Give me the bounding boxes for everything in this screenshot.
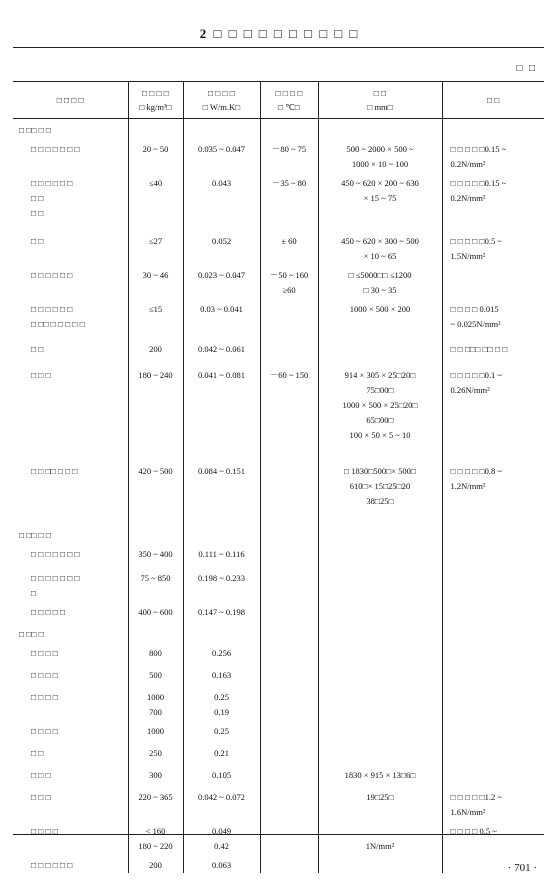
density-cell: 1000 xyxy=(128,720,183,742)
table-row xyxy=(13,172,544,230)
conductivity-cell: 0.25 xyxy=(183,720,260,742)
name-cell: □ □ xyxy=(31,236,44,246)
conductivity-cell: 0.084 ~ 0.151 xyxy=(183,460,260,524)
size-cell xyxy=(318,543,442,567)
density-cell: ≤27 xyxy=(128,230,183,264)
name-cell: □ □ □□ □ □ □ xyxy=(31,466,78,476)
density-cell: ≤15 xyxy=(128,298,183,338)
density-cell: 75 ~ 850 xyxy=(128,567,183,601)
density-cell: 30 ~ 46 xyxy=(128,264,183,298)
remarks-cell xyxy=(442,764,544,786)
table-row xyxy=(13,623,544,642)
conductivity-cell xyxy=(183,119,260,139)
conductivity-cell: 0.25 0.19 xyxy=(183,686,260,720)
size-cell xyxy=(318,601,442,623)
section-heading: 2 □ □ □ □ □ □ □ □ □ □ xyxy=(199,26,360,41)
bottom-rule xyxy=(13,834,544,835)
density-cell: 1000 700 xyxy=(128,686,183,720)
remarks-cell xyxy=(442,264,544,298)
size-cell xyxy=(318,686,442,720)
name-cell: □ □□ □ □ xyxy=(19,125,52,135)
remarks-cell xyxy=(442,543,544,567)
remarks-cell: □ □ □ □ □0.8 ~ 1.2N/mm² xyxy=(442,460,544,524)
table-row xyxy=(13,786,544,820)
temperature-cell xyxy=(260,664,318,686)
remarks-cell: □ □ □□□ □□ □ □ xyxy=(442,338,544,364)
size-cell: 19□25□ xyxy=(318,786,442,820)
table-body xyxy=(13,119,544,874)
density-cell xyxy=(128,623,183,642)
size-cell: 1000 × 500 × 200 xyxy=(318,298,442,338)
name-cell: □ □ □ □ xyxy=(31,648,58,658)
table-row xyxy=(13,364,544,460)
table-header xyxy=(13,82,544,119)
size-cell xyxy=(318,664,442,686)
density-cell: 250 xyxy=(128,742,183,764)
size-cell: 450 ~ 620 × 200 ~ 630 × 15 ~ 75 xyxy=(318,172,442,230)
top-rule xyxy=(13,47,544,48)
table-row xyxy=(13,119,544,139)
table-row xyxy=(13,567,544,601)
header-cell-conductivity: □ □ □ □ □ W/m.K□ xyxy=(183,82,260,119)
size-cell xyxy=(318,642,442,664)
table-row xyxy=(13,264,544,298)
density-cell: 200 xyxy=(128,854,183,873)
name-cell: □ □ □ □ □ □ □ □ xyxy=(31,573,80,598)
remarks-cell: □ □ □ □ □0.15 ~ 0.2N/mm² xyxy=(442,172,544,230)
size-cell: 1830 × 915 × 13□6□ xyxy=(318,764,442,786)
temperature-cell xyxy=(260,460,318,524)
name-cell: □ □ □ □ □ □ □ xyxy=(31,549,80,559)
conductivity-cell: 0.043 xyxy=(183,172,260,230)
table-row xyxy=(13,298,544,338)
header-cell-remarks: □ □ xyxy=(442,82,544,119)
density-cell: 200 xyxy=(128,338,183,364)
temperature-cell: －50 ~ 160 ≥60 xyxy=(260,264,318,298)
remarks-cell: □ □ □ □ □0.15 ~ 0.2N/mm² xyxy=(442,138,544,172)
temperature-cell: －80 ~ 75 xyxy=(260,138,318,172)
table-row xyxy=(13,601,544,623)
density-cell: < 160 180 ~ 220 xyxy=(128,820,183,854)
temperature-cell xyxy=(260,642,318,664)
density-cell: 300 xyxy=(128,764,183,786)
size-cell xyxy=(318,854,442,873)
density-cell xyxy=(128,119,183,139)
remarks-cell xyxy=(442,664,544,686)
temperature-cell xyxy=(260,567,318,601)
size-cell xyxy=(318,338,442,364)
header-cell-density: □ □ □ □ □ kg/m³□ xyxy=(128,82,183,119)
name-cell: □ □ □ xyxy=(31,370,51,380)
size-cell: 450 ~ 620 × 300 ~ 500 × 10 ~ 65 xyxy=(318,230,442,264)
table-row xyxy=(13,138,544,172)
temperature-cell xyxy=(260,686,318,720)
conductivity-cell: 0.063 xyxy=(183,854,260,873)
conductivity-cell: 0.052 xyxy=(183,230,260,264)
conductivity-cell: 0.147 ~ 0.198 xyxy=(183,601,260,623)
temperature-cell xyxy=(260,820,318,854)
conductivity-cell: 0.023 ~ 0.047 xyxy=(183,264,260,298)
remarks-cell: □ □ □ □ □1.2 ~ 1.6N/mm² xyxy=(442,786,544,820)
density-cell: 350 ~ 400 xyxy=(128,543,183,567)
size-cell xyxy=(318,623,442,642)
conductivity-cell: 0.042 ~ 0.072 xyxy=(183,786,260,820)
name-cell: □ □ xyxy=(31,748,44,758)
size-cell xyxy=(318,119,442,139)
remarks-cell xyxy=(442,524,544,543)
size-cell xyxy=(318,720,442,742)
page-number: · 701 · xyxy=(507,862,537,874)
remarks-cell xyxy=(442,720,544,742)
conductivity-cell: 0.21 xyxy=(183,742,260,764)
density-cell: 220 ~ 365 xyxy=(128,786,183,820)
unit-label: □ □ xyxy=(516,63,537,74)
size-cell: 500 ~ 2000 × 500 ~ 1000 × 10 ~ 100 xyxy=(318,138,442,172)
remarks-cell xyxy=(442,567,544,601)
size-cell xyxy=(318,742,442,764)
name-cell: □ □ xyxy=(31,344,44,354)
table-row xyxy=(13,524,544,543)
table-row xyxy=(13,764,544,786)
properties-table xyxy=(13,81,544,873)
conductivity-cell: 0.049 0.42 xyxy=(183,820,260,854)
remarks-cell xyxy=(442,119,544,139)
table-row xyxy=(13,642,544,664)
temperature-cell xyxy=(260,623,318,642)
temperature-cell: ± 60 xyxy=(260,230,318,264)
table-row xyxy=(13,543,544,567)
table-row xyxy=(13,230,544,264)
temperature-cell xyxy=(260,742,318,764)
name-cell: □ □ □ □ □ □ xyxy=(31,270,73,280)
conductivity-cell xyxy=(183,524,260,543)
conductivity-cell: 0.105 xyxy=(183,764,260,786)
header-cell-temperature: □ □ □ □ □ ℃□ xyxy=(260,82,318,119)
temperature-cell xyxy=(260,298,318,338)
name-cell: □ □□ □ □ xyxy=(19,530,52,540)
size-cell xyxy=(318,524,442,543)
size-cell: 914 × 305 × 25□20□ 75□00□ 1000 × 500 × 25□20□ 65□00□ 100 × 50 × 5 ~ 10 xyxy=(318,364,442,460)
remarks-cell: □ □ □ □ □0.1 ~ 0.26N/mm² xyxy=(442,364,544,460)
temperature-cell: －60 ~ 150 xyxy=(260,364,318,460)
remarks-cell xyxy=(442,623,544,642)
table-row xyxy=(13,720,544,742)
name-cell: □ □ □ □ xyxy=(31,726,58,736)
name-cell: □ □ □ □ □ □ □ xyxy=(31,144,80,154)
size-cell: 1N/mm² xyxy=(318,820,442,854)
temperature-cell xyxy=(260,764,318,786)
name-cell: □ □ □ □ □ xyxy=(31,607,66,617)
density-cell: ≤40 xyxy=(128,172,183,230)
temperature-cell xyxy=(260,786,318,820)
density-cell: 180 ~ 240 xyxy=(128,364,183,460)
temperature-cell xyxy=(260,119,318,139)
temperature-cell xyxy=(260,720,318,742)
conductivity-cell: 0.042 ~ 0.061 xyxy=(183,338,260,364)
density-cell: 420 ~ 500 xyxy=(128,460,183,524)
header-cell-size: □ □ □ mm□ xyxy=(318,82,442,119)
remarks-cell xyxy=(442,742,544,764)
density-cell: 400 ~ 600 xyxy=(128,601,183,623)
name-cell: □ □ □ □ xyxy=(31,692,58,702)
remarks-cell xyxy=(442,686,544,720)
remarks-cell xyxy=(442,642,544,664)
conductivity-cell: 0.041 ~ 0.081 xyxy=(183,364,260,460)
header-cell-name: □ □ □ □ xyxy=(13,82,128,119)
temperature-cell xyxy=(260,338,318,364)
table-row xyxy=(13,338,544,364)
density-cell: 800 xyxy=(128,642,183,664)
conductivity-cell: 0.163 xyxy=(183,664,260,686)
conductivity-cell xyxy=(183,623,260,642)
name-cell: □ □ □ □ xyxy=(31,670,58,680)
temperature-cell xyxy=(260,601,318,623)
temperature-cell: －35 ~ 80 xyxy=(260,172,318,230)
name-cell: □ □□ □ xyxy=(19,629,44,639)
density-cell: 20 ~ 50 xyxy=(128,138,183,172)
size-cell: □ ≤5000□□ ≤1200 □ 30 ~ 35 xyxy=(318,264,442,298)
remarks-cell: □ □ □ □ □0.5 ~ 1.5N/mm² xyxy=(442,230,544,264)
temperature-cell xyxy=(260,854,318,873)
name-cell: □ □ □ □ □ □ xyxy=(31,860,73,870)
conductivity-cell: 0.03 ~ 0.041 xyxy=(183,298,260,338)
table-row xyxy=(13,820,544,854)
conductivity-cell: 0.035 ~ 0.047 xyxy=(183,138,260,172)
conductivity-cell: 0.256 xyxy=(183,642,260,664)
conductivity-cell: 0.198 ~ 0.233 xyxy=(183,567,260,601)
table-row xyxy=(13,664,544,686)
conductivity-cell: 0.111 ~ 0.116 xyxy=(183,543,260,567)
name-cell: □ □ □ □ □ □ □ □□ □ □ □ □ □ xyxy=(31,304,85,329)
remarks-cell xyxy=(442,601,544,623)
table-row xyxy=(13,742,544,764)
name-cell: □ □ □ xyxy=(31,792,51,802)
table-row xyxy=(13,686,544,720)
name-cell: □ □ □ xyxy=(31,770,51,780)
size-cell: □ 1830□500□× 500□ 610□× 15□25□20 38□25□ xyxy=(318,460,442,524)
remarks-cell: □ □ □ □ 0.015 ~ 0.025N/mm² xyxy=(442,298,544,338)
density-cell: 500 xyxy=(128,664,183,686)
size-cell xyxy=(318,567,442,601)
density-cell xyxy=(128,524,183,543)
remarks-cell: □ □ □ □ 0.5 ~ xyxy=(442,820,544,854)
temperature-cell xyxy=(260,543,318,567)
table-row xyxy=(13,460,544,524)
table-row xyxy=(13,854,544,873)
name-cell: □ □ □ □ xyxy=(31,826,58,836)
name-cell: □ □ □ □ □ □ □ □ □ □ xyxy=(31,178,73,218)
temperature-cell xyxy=(260,524,318,543)
